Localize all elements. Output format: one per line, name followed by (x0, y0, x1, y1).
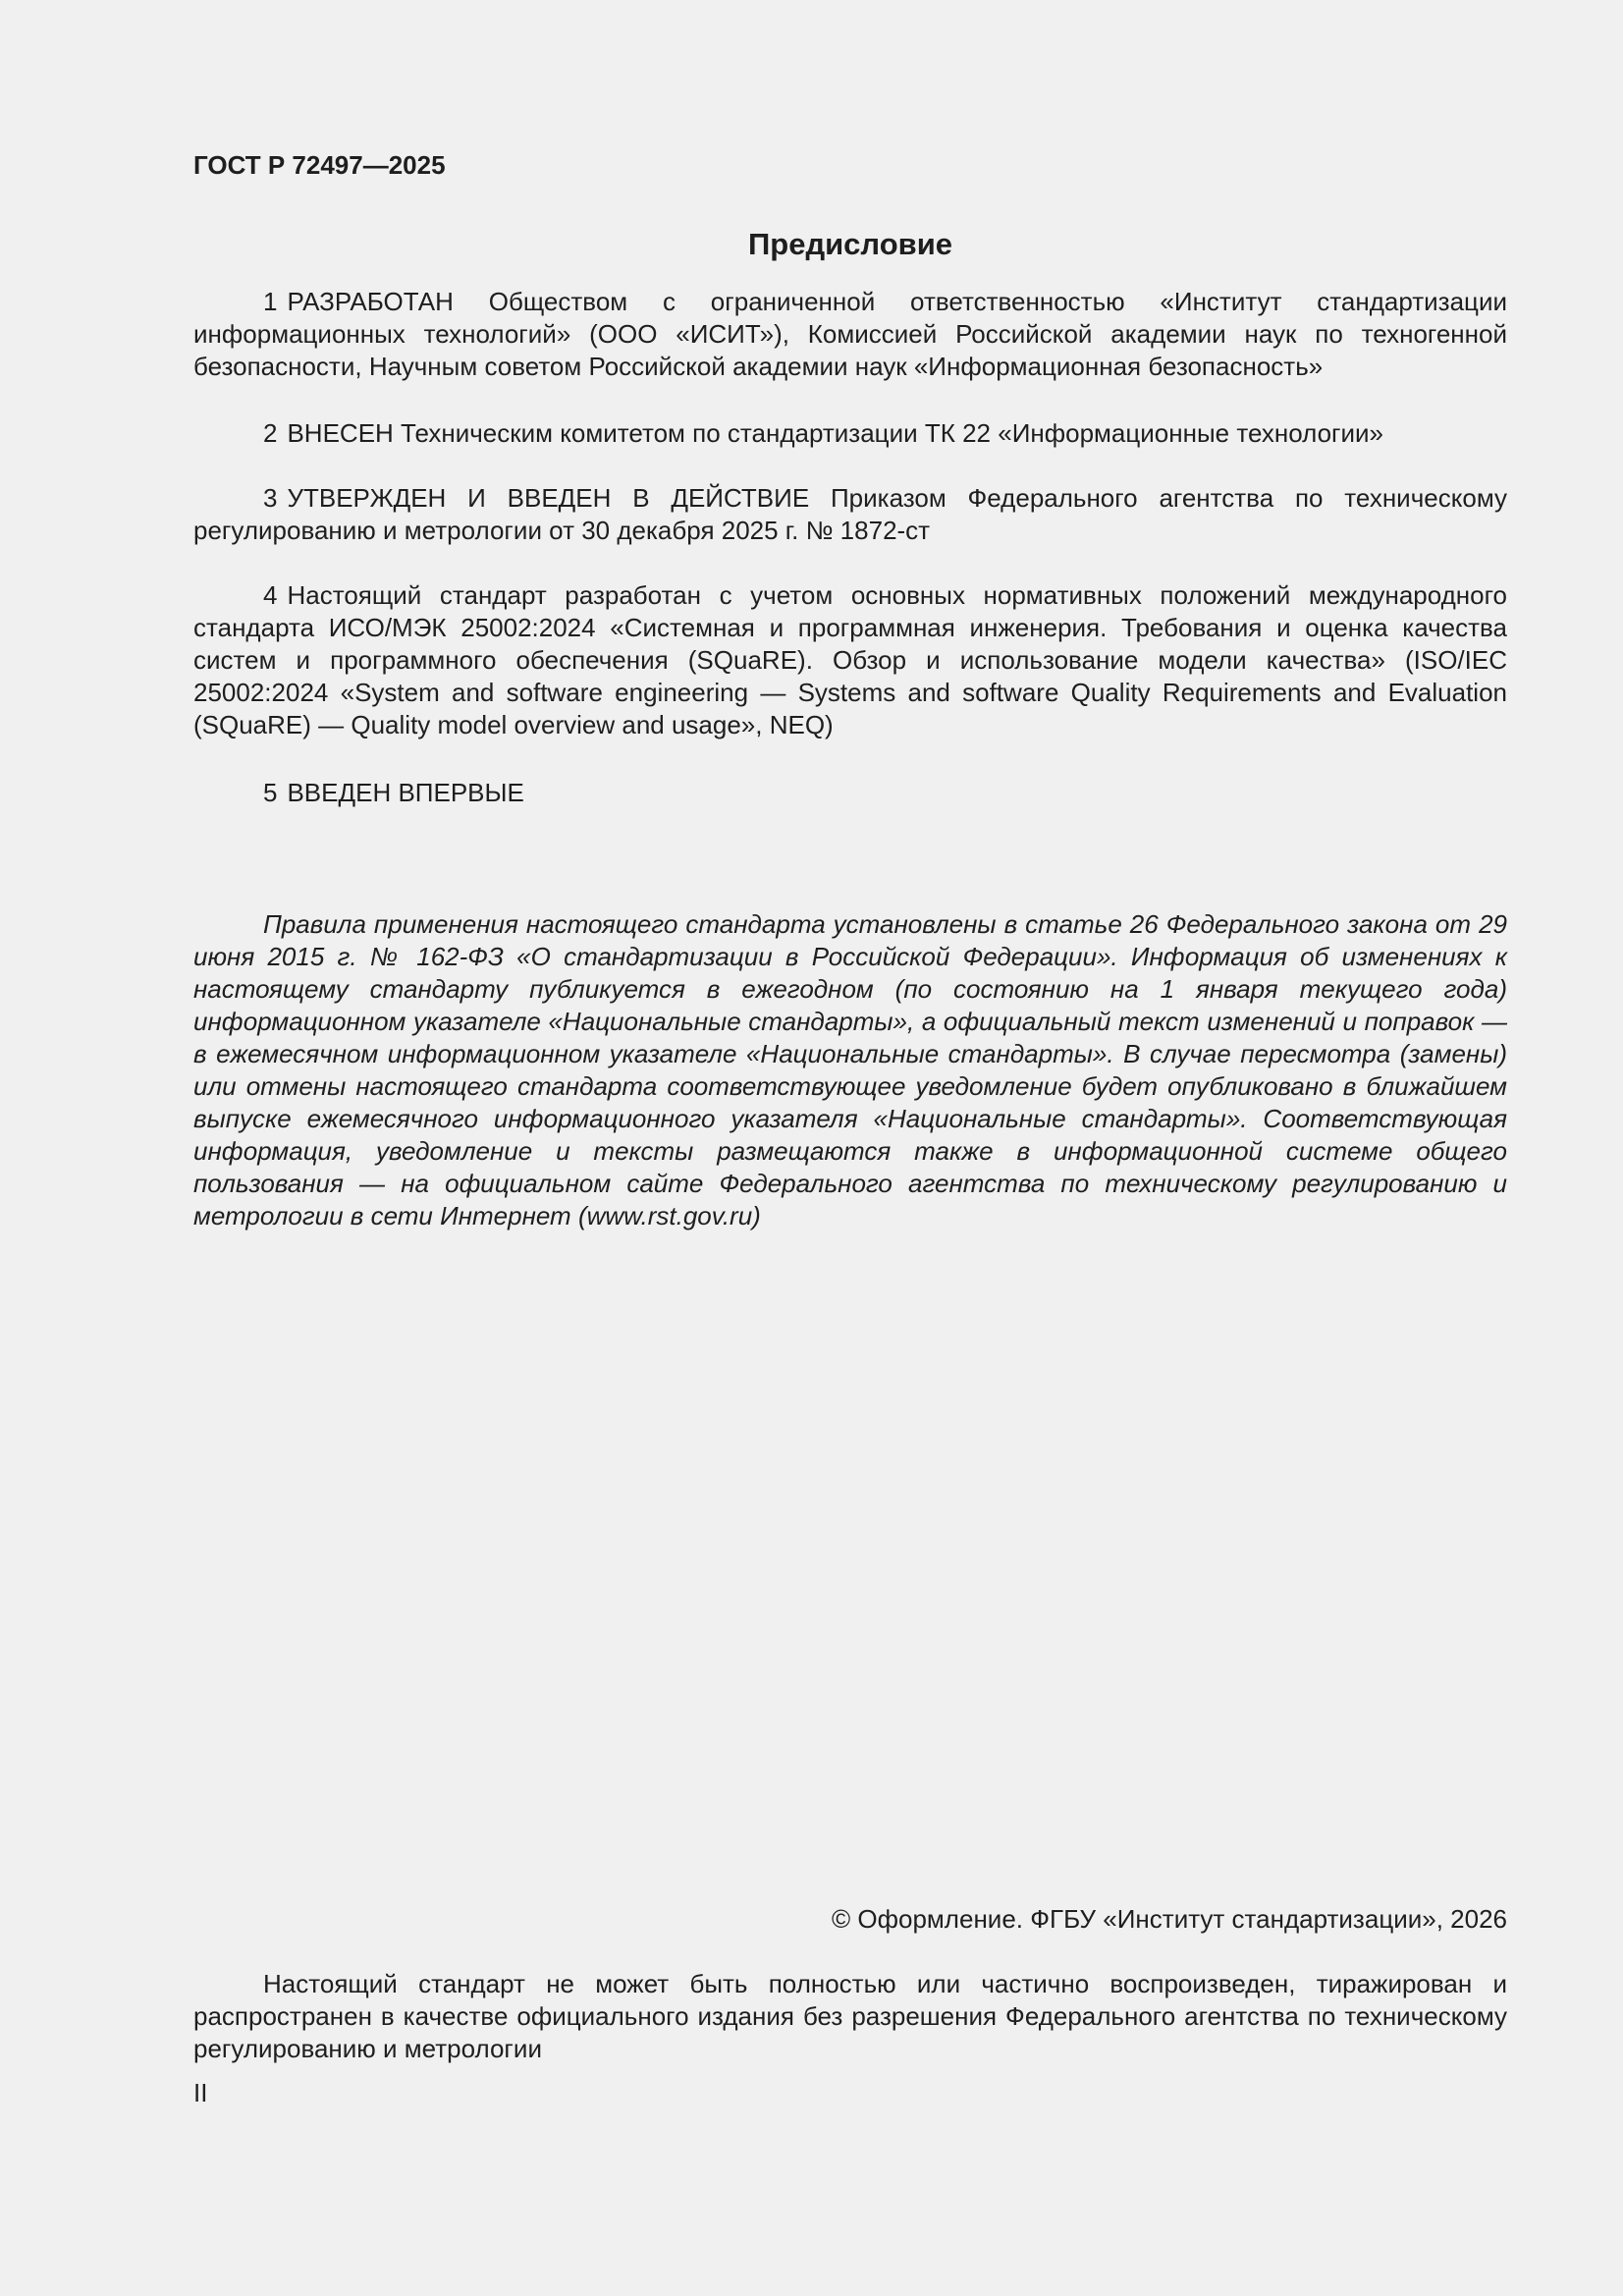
item-number: 3 (263, 483, 278, 513)
page-number: II (193, 2078, 208, 2107)
item-text: РАЗРАБОТАН Обществом с ограниченной ответственностью «Институт стандартизации информационных технологий» (ООО «ИСИТ»), Комиссией Российской академии наук по техногенной безопасности, Научным советом Российской академии наук «Информационная безопасность» (193, 287, 1507, 381)
item-number: 4 (263, 580, 278, 610)
document-code: ГОСТ Р 72497—2025 (193, 150, 446, 180)
page-title: Предисловие (747, 227, 952, 261)
preface-item-5 (193, 777, 1507, 809)
application-rules-text: Правила применения настоящего стандарта установлены в статье 26 Федерального закона от 29 июня 2015 г. № 162-ФЗ «О стандартизации в Российской Федерации». Информация об изменениях к настоящему стандарту публикуется в ежегодном (по состоянию на 1 января текущего года) информационном указателе «Национальные стандарты», а официальный текст изменений и поправок — в ежемесячном информационном указателе «Национальные стандарты». В случае пересмотра (замены) или отмены настоящего стандарта соответствующее уведомление будет опубликовано в ближайшем выпуске ежемесячного информационного указателя «Национальные стандарты». Соответствующая информация, уведомление и тексты размещаются также в информационной системе общего пользования — на официальном сайте Федерального агентства по техническому регулированию и метрологии в сети Интернет (www.rst.gov.ru) (193, 909, 1507, 1230)
item-number: 2 (263, 418, 278, 448)
copyright-line: © Оформление. ФГБУ «Институт стандартизации», 2026 (832, 1904, 1507, 1934)
item-text: Настоящий стандарт разработан с учетом основных нормативных положений международного стандарта ИСО/МЭК 25002:2024 «Системная и программная инженерия. Требования и оценка качества систем и программного обеспечения (SQuaRE). Обзор и использование модели качества» (ISO/IEC 25002:2024 «System and software engineering — Systems and software Quality Requirements and Evaluation (SQuaRE) — Quality model overview and usage», NEQ) (193, 580, 1507, 739)
item-text: ВВЕДЕН ВПЕРВЫЕ (287, 778, 524, 807)
item-number: 5 (263, 778, 278, 807)
preface-item-3 (193, 482, 1507, 547)
preface-item-2 (193, 417, 1507, 450)
item-text: УТВЕРЖДЕН И ВВЕДЕН В ДЕЙСТВИЕ Приказом Федерального агентства по техническому регулированию и метрологии от 30 декабря 2025 г. № 1872-ст (193, 483, 1507, 545)
item-number: 1 (263, 287, 278, 316)
preface-item-4 (193, 579, 1507, 741)
reproduction-notice: Настоящий стандарт не может быть полностью или частично воспроизведен, тиражирован и распространен в качестве официального издания без разрешения Федерального агентства по техническому регулированию и метрологии (193, 1969, 1507, 2063)
item-text: ВНЕСЕН Техническим комитетом по стандартизации ТК 22 «Информационные технологии» (287, 418, 1384, 448)
preface-item-1 (193, 286, 1507, 383)
